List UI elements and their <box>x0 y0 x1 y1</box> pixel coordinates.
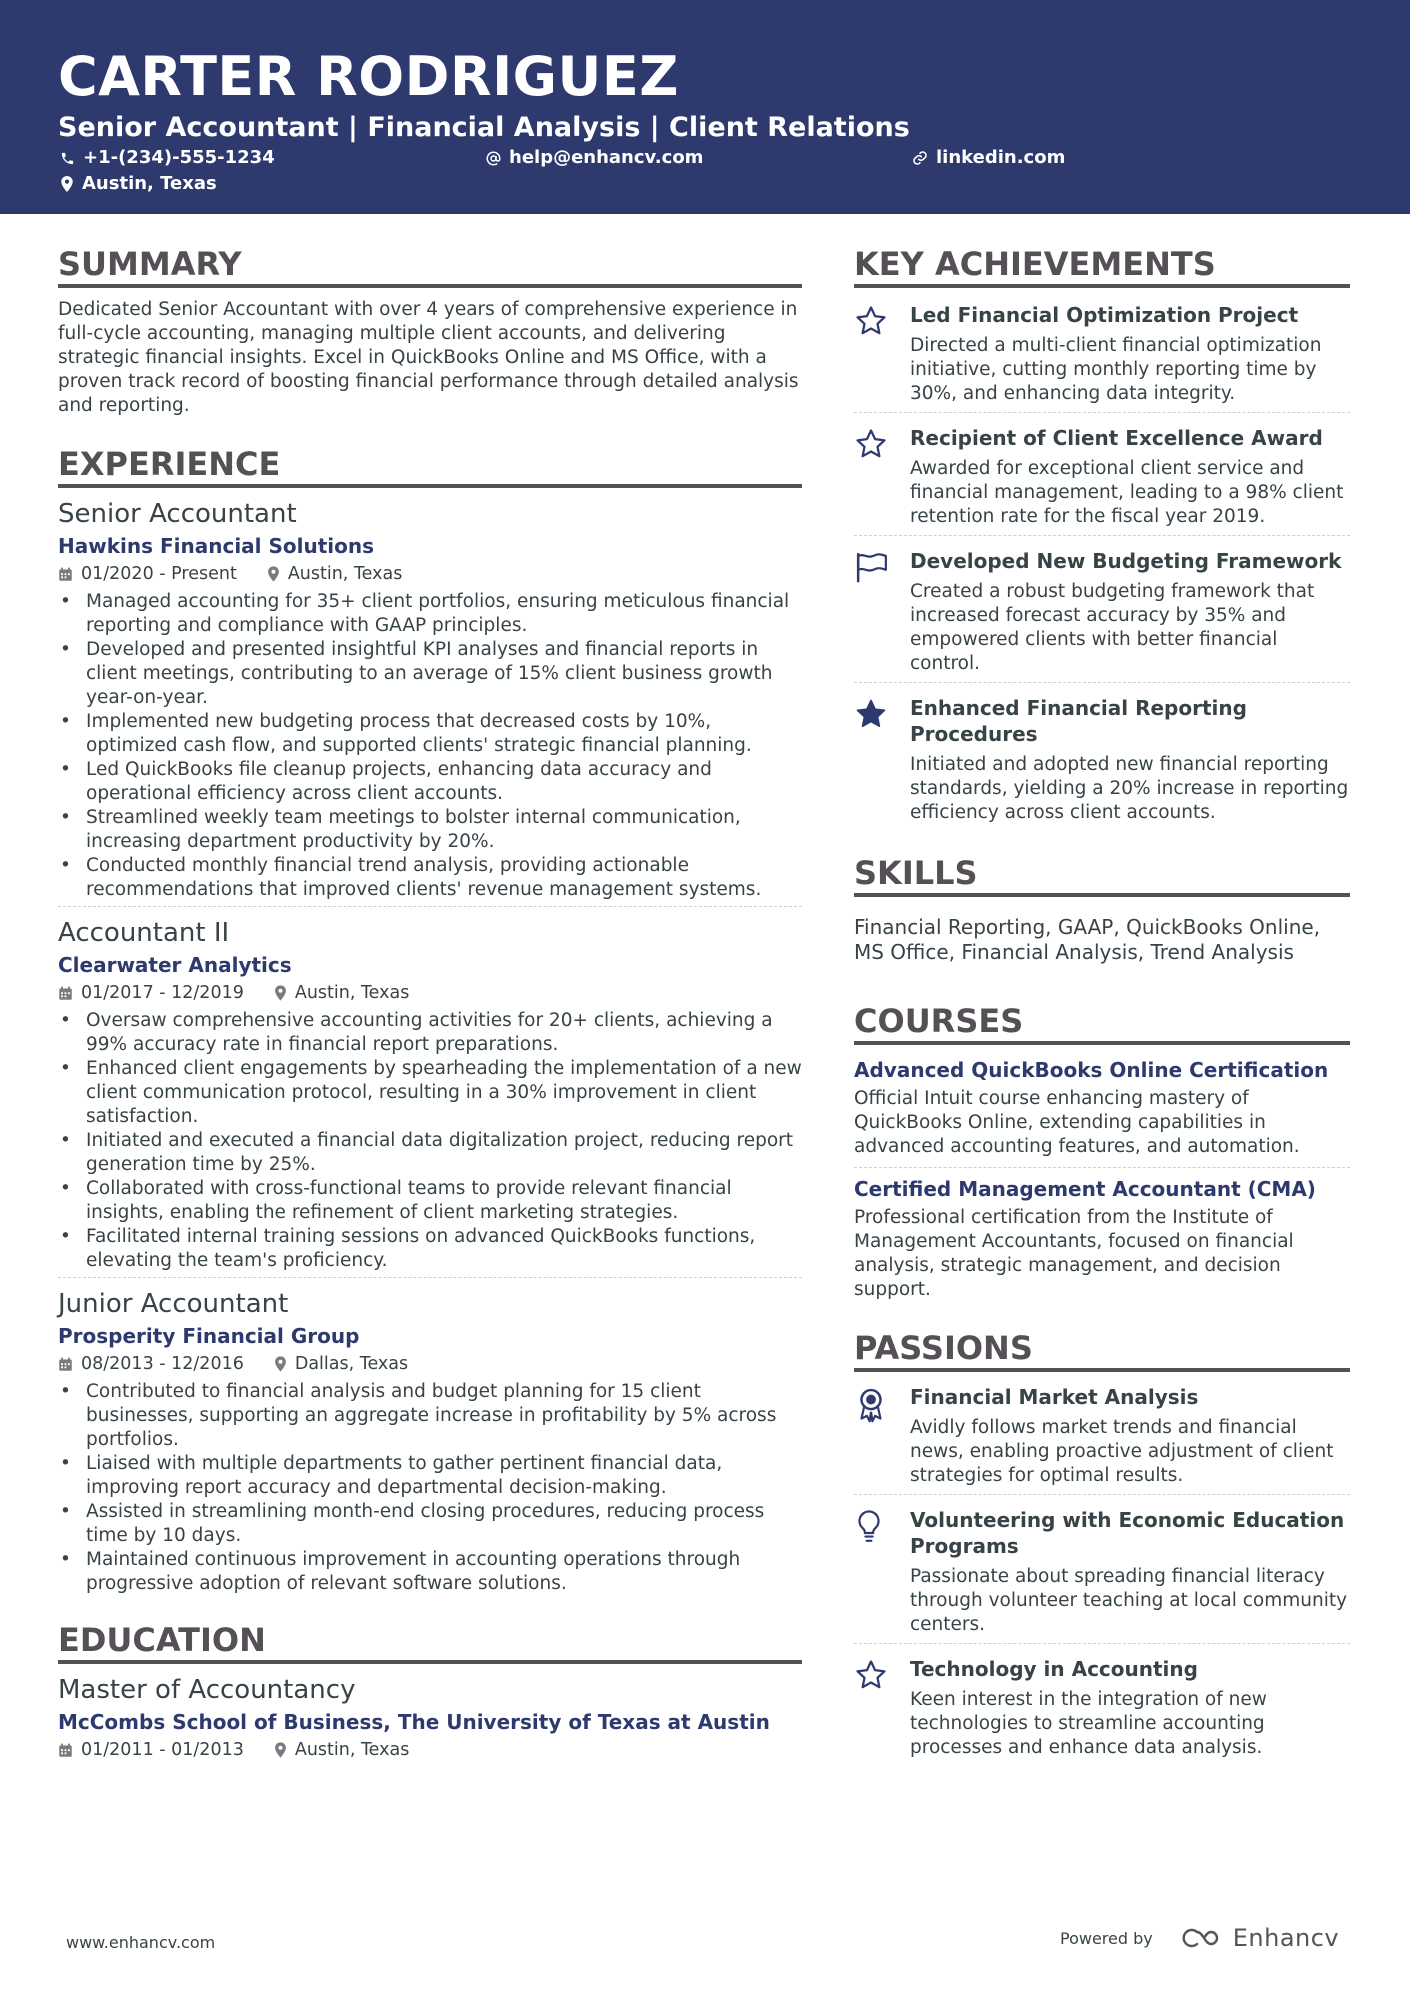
at-icon <box>486 151 501 166</box>
job-bullet: • Assisted in streamlining month-end closing procedures, reducing process time by 10 days. <box>58 1500 802 1548</box>
achievement-desc: Initiated and adopted new financial reporting standards, yielding a 20% increase in reporting efficiency across client accounts. <box>910 754 1349 823</box>
job-bullet: • Led QuickBooks file cleanup projects, enhancing data accuracy and operational efficiency across client accounts. <box>58 758 802 806</box>
passion-title: Volunteering with Economic Education Programs <box>910 1508 1345 1558</box>
job-dates: 01/2020 - Present <box>81 564 237 584</box>
passion-item <box>854 1372 1350 1495</box>
job-bullet: • Maintained continuous improvement in accounting operations through progressive adoption of relevant software solutions. <box>58 1548 802 1596</box>
course-desc: Professional certification from the Institute of Management Accountants, focused on financial analysis, strategic management, and decision support. <box>854 1207 1294 1300</box>
achievement-desc: Directed a multi-client financial optimization initiative, cutting monthly reporting time by 30%, and enhancing data integrity. <box>910 335 1322 404</box>
email-text: help@enhancv.com <box>509 147 704 168</box>
location-pin-icon <box>274 1742 287 1758</box>
experience-entry <box>58 917 802 1278</box>
job-meta <box>58 1352 802 1376</box>
job-bullet: • Oversaw comprehensive accounting activities for 20+ clients, achieving a 99% accuracy rate in financial report preparations. <box>58 1009 802 1057</box>
job-role: Senior Accountant <box>58 499 297 529</box>
link-icon <box>912 150 928 166</box>
experience-title: EXPERIENCE <box>58 444 802 488</box>
star-outline-icon <box>854 427 888 461</box>
passion-desc: Avidly follows market trends and financial news, enabling proactive adjustment of client strategies for optimal results. <box>910 1417 1334 1486</box>
calendar-icon <box>58 986 73 1001</box>
skills-title: SKILLS <box>854 853 1350 897</box>
job-bullet: • Enhanced client engagements by spearheading the implementation of a new client communication protocol, resulting in a 30% improvement in client satisfaction. <box>58 1057 802 1129</box>
summary-text: Dedicated Senior Accountant with over 4 years of comprehensive experience in full-cycle accounting, managing multiple client accounts, and delivering strategic financial insights. Excel in QuickBooks Online and MS Office, with a proven track record of boosting financial performance through detailed analysis and reporting. <box>58 299 799 416</box>
star-outline-icon <box>854 304 888 338</box>
achievement-title: Led Financial Optimization Project <box>910 303 1299 327</box>
achievement-desc: Created a robust budgeting framework that increased forecast accuracy by 35% and empowered clients with better financial control. <box>910 581 1315 674</box>
award-icon <box>854 1386 888 1424</box>
courses-title: COURSES <box>854 1001 1350 1045</box>
website-text: linkedin.com <box>936 147 1066 168</box>
calendar-icon <box>58 1743 73 1758</box>
job-bullet: • Liaised with multiple departments to gather pertinent financial data, improving report accuracy and departmental decision-making. <box>58 1452 802 1500</box>
job-dates: 01/2017 - 12/2019 <box>81 983 244 1003</box>
education-dates: 01/2011 - 01/2013 <box>81 1740 244 1760</box>
job-bullet: • Conducted monthly financial trend analysis, providing actionable recommendations that improved clients' revenue management systems. <box>58 854 802 902</box>
job-location: Austin, Texas <box>287 564 403 584</box>
passion-item <box>854 1495 1350 1644</box>
footer-branding[interactable] <box>1060 1924 1339 1952</box>
job-bullet: • Initiated and executed a financial data digitalization project, reducing report generation time by 25%. <box>58 1129 802 1177</box>
passion-desc: Passionate about spreading financial literacy through volunteer teaching at local community centers. <box>910 1566 1348 1635</box>
calendar-icon <box>58 1357 73 1372</box>
achievement-title: Enhanced Financial Reporting Procedures <box>910 696 1247 746</box>
star-filled-icon <box>854 697 888 731</box>
contact-location <box>60 172 217 196</box>
education-meta <box>58 1738 802 1762</box>
job-bullet: • Facilitated internal training sessions on advanced QuickBooks functions, elevating the team's proficiency. <box>58 1225 802 1273</box>
achievement-title: Developed New Budgeting Framework <box>910 549 1342 573</box>
contact-email[interactable] <box>486 146 703 170</box>
course-item <box>854 1049 1350 1168</box>
brand-name: Enhancv <box>1232 1924 1340 1952</box>
job-meta <box>58 562 802 586</box>
passions-title: PASSIONS <box>854 1328 1350 1372</box>
education-location: Austin, Texas <box>294 1740 410 1760</box>
achievement-item <box>854 413 1350 536</box>
job-location: Austin, Texas <box>294 983 410 1003</box>
passion-desc: Keen interest in the integration of new technologies to streamline accounting processes and enhance data analysis. <box>910 1689 1267 1758</box>
job-role: Accountant II <box>58 918 230 948</box>
passion-title: Technology in Accounting <box>910 1657 1198 1681</box>
powered-by-label: Powered by <box>1060 1928 1153 1948</box>
job-bullets <box>58 1380 802 1596</box>
course-item <box>854 1168 1350 1310</box>
passion-item <box>854 1644 1350 1766</box>
contact-website[interactable] <box>912 146 1065 170</box>
location-pin-icon <box>60 176 74 192</box>
achievements-title: KEY ACHIEVEMENTS <box>854 244 1350 288</box>
location-pin-icon <box>274 985 287 1001</box>
job-bullet: • Implemented new budgeting process that decreased costs by 10%, optimized cash flow, and supported clients' strategic financial planning. <box>58 710 802 758</box>
education-degree: Master of Accountancy <box>58 1675 356 1705</box>
phone-icon <box>60 151 75 166</box>
job-bullet: • Streamlined weekly team meetings to bolster internal communication, increasing department productivity by 20%. <box>58 806 802 854</box>
job-bullet: • Contributed to financial analysis and budget planning for 15 client businesses, supporting an aggregate increase in profitability by 5% across portfolios. <box>58 1380 802 1452</box>
course-title[interactable]: Advanced QuickBooks Online Certification <box>854 1058 1329 1082</box>
star-outline-icon <box>854 1658 888 1692</box>
calendar-icon <box>58 567 73 582</box>
job-company[interactable]: Prosperity Financial Group <box>58 1324 360 1348</box>
job-bullet: • Collaborated with cross-functional teams to provide relevant financial insights, enabling the refinement of client marketing strategies. <box>58 1177 802 1225</box>
course-desc: Official Intuit course enhancing mastery of QuickBooks Online, extending capabilities in advanced accounting features, and automation. <box>854 1088 1300 1157</box>
location-pin-icon <box>267 566 280 582</box>
job-company[interactable]: Hawkins Financial Solutions <box>58 534 375 558</box>
job-role: Junior Accountant <box>58 1289 289 1319</box>
candidate-headline: Senior Accountant | Financial Analysis | Client Relations <box>58 112 910 143</box>
achievement-item <box>854 683 1350 831</box>
flag-icon <box>854 550 890 584</box>
achievement-item <box>854 290 1350 413</box>
job-bullet: • Managed accounting for 35+ client portfolios, ensuring meticulous financial reporting and compliance with GAAP principles. <box>58 590 802 638</box>
right-column <box>854 244 1350 1766</box>
job-bullets <box>58 590 802 902</box>
resume-header <box>0 0 1410 214</box>
education-title: EDUCATION <box>58 1620 802 1664</box>
left-column <box>58 244 802 1766</box>
job-meta <box>58 981 802 1005</box>
enhancv-logo-icon <box>1181 1926 1227 1950</box>
course-title[interactable]: Certified Management Accountant (CMA) <box>854 1177 1316 1201</box>
skills-text: Financial Reporting, GAAP, QuickBooks Online, MS Office, Financial Analysis, Trend Analysis <box>854 915 1321 964</box>
achievement-title: Recipient of Client Excellence Award <box>910 426 1323 450</box>
passion-title: Financial Market Analysis <box>910 1385 1199 1409</box>
candidate-name: CARTER RODRIGUEZ <box>58 45 679 108</box>
experience-entry <box>58 1288 802 1600</box>
achievement-desc: Awarded for exceptional client service and financial management, leading to a 98% client retention rate for the fiscal year 2019. <box>910 458 1344 527</box>
education-school[interactable]: McCombs School of Business, The University of Texas at Austin <box>58 1710 770 1734</box>
job-company[interactable]: Clearwater Analytics <box>58 953 292 977</box>
job-dates: 08/2013 - 12/2016 <box>81 1354 244 1374</box>
summary-title: SUMMARY <box>58 244 802 288</box>
job-bullets <box>58 1009 802 1273</box>
education-entry <box>58 1674 802 1762</box>
achievement-item <box>854 536 1350 683</box>
contact-phone[interactable] <box>60 146 275 170</box>
experience-entry <box>58 498 802 907</box>
job-bullet: • Developed and presented insightful KPI analyses and financial reports in client meetings, contributing to an average of 15% client business growth year-on-year. <box>58 638 802 710</box>
location-pin-icon <box>274 1356 287 1372</box>
job-location: Dallas, Texas <box>294 1354 409 1374</box>
lightbulb-icon <box>854 1509 884 1545</box>
phone-text: +1-(234)-555-1234 <box>83 147 275 168</box>
footer-website[interactable]: www.enhancv.com <box>66 1933 216 1952</box>
location-text: Austin, Texas <box>82 173 217 194</box>
